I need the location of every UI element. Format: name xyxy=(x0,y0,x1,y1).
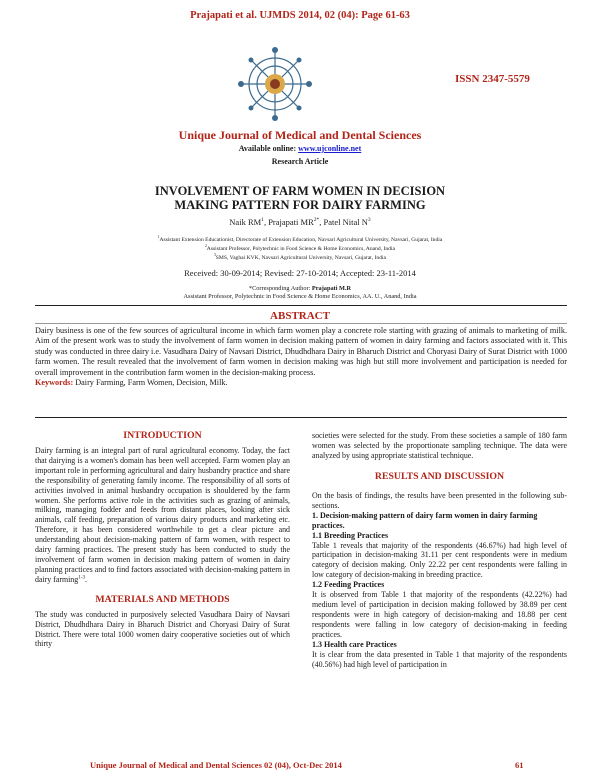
health-text: It is clear from the data presented in Table 1 that majority of the respondents (40.56%) had high level of participation in xyxy=(312,649,567,669)
corresponding-name: Prajapati M.R xyxy=(311,285,352,292)
affiliation-text: SMS, Vaghai KVK, Navsari Agricultural University, Navsari, Gujarat, India xyxy=(215,254,387,261)
journal-website-link[interactable]: www.ujconline.net xyxy=(298,144,362,153)
affiliation-text: Assistant Professor, Polytechnic in Food Science & Home Economics, Anand, India xyxy=(206,245,396,252)
available-online-label: Available online: xyxy=(238,144,297,153)
abstract-heading: ABSTRACT xyxy=(270,310,330,322)
author-sup: 2* xyxy=(313,217,320,224)
authors: Naik $RM^1$, Prajapati $MR^{2*}$, Patel Nital $N^3$ xyxy=(229,217,371,227)
abstract-body xyxy=(35,326,567,388)
methods-continued: societies were selected for the study. From these societies a sample of 180 farm women was selected by the proportionate sampling technique. The data were analyzed by using appropriate statistical technique. xyxy=(312,431,567,460)
health-heading: 1.3 Health care Practices xyxy=(312,639,397,649)
issn-label: ISSN 2347-5579 xyxy=(455,73,530,85)
title-line-1: INVOLVEMENT OF FARM WOMEN IN DECISION xyxy=(154,184,446,198)
corresponding-author xyxy=(0,285,600,301)
journal-logo xyxy=(235,44,315,124)
keywords-label: Keywords: xyxy=(35,378,74,388)
abstract-text: Dairy business is one of the few sources of agricultural income in which farm women play a concrete role starting with grazing of animals to marketing of milk. Aim of the present work was to study the involvement of farm women in decision making pattern of women in dairy farming and factors associated with it. This study was conducted in three dairy i.e. Vasudhara Dairy of Navsari District, Dhudhdhara Dairy in Bharuch District and Choryasi Dairy of Surat District with 1000 farm women. The result revealed that the involvement of farm women in decision making was high but still more involvement and participation is needed for overall improvement in the contribution farm women in the decision-making process. xyxy=(35,326,567,377)
intro-end: . xyxy=(85,574,87,584)
affiliation-text: Assistant Extension Educationist, Directorate of Extension Education, Navsari Agricultural University, Navsari, Gujarat, India xyxy=(159,237,443,243)
feeding-text: It is observed from Table 1 that majority of the respondents (42.22%) had medium level of participation in decision making followed by 38.89 per cent respondents were in high category of decision-making and 18.88 per cent respondents were falling in low category of decision-making in feeding practices. xyxy=(312,590,567,639)
journal-name: Unique Journal of Medical and Dental Sciences xyxy=(178,128,422,142)
intro-text: Dairy farming is an integral part of rural agricultural economy. Today, the fact that dairying is a women's domain has been well accepted. Farm women play an important role in performing agricultural and dairy husbandry practice and share the responsibility of generating family income. The responsibility of all sorts of activities involved in animal husbandry occupation is shouldered by the farm women. She performs active role in the activities such as grazing of animals, milking, managing fodder and feeds from distant places, looking after sick animals, calf feeding, preparation of various dairy products and marketing etc. Therefore, it has been considered worthwhile to get a clear picture and understanding about decision-making pattern of farm women, with respect to dairy farming practices. The present study has been conducted to study the involvement of farm women in decision making pattern of women in dairy planning practices and to find factors associated with decision-making pattern in dairy farming xyxy=(35,446,290,584)
affiliation-sup: 3 xyxy=(213,252,216,257)
results-heading: RESULTS AND DISCUSSION xyxy=(374,470,505,482)
author-name: Prajapati MR xyxy=(268,217,314,227)
methods-heading: MATERIALS AND METHODS xyxy=(95,593,230,605)
intro-ref: 1-3 xyxy=(78,574,86,581)
author-sup: 1 xyxy=(261,217,264,224)
author-name: Patel Nital N xyxy=(323,217,368,227)
intro-heading: INTRODUCTION xyxy=(123,430,202,441)
available-online xyxy=(0,144,600,153)
paper-title xyxy=(0,184,600,212)
methods-text: The study was conducted in purposively selected Vasudhara Dairy of Navsari District, Dhudhdhara Dairy in Bharuch District and Choryasi Dairy of Surat District. There were total 1000 women dairy cooperative societies out of which thirty xyxy=(35,609,290,649)
divider-top xyxy=(35,305,567,306)
breeding-text: Table 1 reveals that majority of the respondents (46.67%) had high level of participation in decision-making 31.11 per cent respondents were in medium category of decision making. Only 22.22 per cent respondents were falling in low category of decision-making in breeding practice. xyxy=(312,540,567,580)
corresponding-label: *Corresponding Author: xyxy=(248,285,311,292)
affiliation-sup: 2 xyxy=(204,243,207,248)
results-intro: On the basis of findings, the results have been presented in the following sub-sections. xyxy=(312,490,567,510)
author-sup: 3 xyxy=(367,217,371,224)
breeding-heading: 1.1 Breeding Practices xyxy=(312,530,389,540)
article-dates: Received: 30-09-2014; Revised: 27-10-2014; Accepted: 23-11-2014 xyxy=(184,268,416,278)
affiliation xyxy=(0,236,600,245)
keywords-text: Dairy Farming, Farm Women, Decision, Milk. xyxy=(75,378,228,388)
page-number: 61 xyxy=(515,760,524,770)
keywords xyxy=(35,378,567,388)
affiliation xyxy=(0,245,600,254)
author-name: Naik RM xyxy=(229,217,262,227)
corresponding-affil: Assistant Professor, Polytechnic in Food Science & Home Economics, AA. U., Anand, India xyxy=(183,293,417,301)
results-subheading: 1. Decision-making pattern of dairy farm women in dairy farming practices. xyxy=(312,510,538,530)
article-type: Research Article xyxy=(271,157,329,166)
affiliation xyxy=(0,254,600,263)
left-column xyxy=(35,430,290,649)
footer-journal: Unique Journal of Medical and Dental Sciences 02 (04), Oct-Dec 2014 xyxy=(90,760,342,770)
right-column xyxy=(312,431,567,670)
divider-bottom xyxy=(35,417,567,418)
intro-paragraph xyxy=(35,446,290,585)
affiliations xyxy=(0,236,600,262)
running-header: Prajapati et al. UJMDS 2014, 02 (04): Page 61-63 xyxy=(190,10,410,21)
feeding-heading: 1.2 Feeding Practices xyxy=(312,580,385,590)
affiliation-sup: 1 xyxy=(157,235,160,240)
divider-abstract xyxy=(35,323,567,324)
title-line-2: MAKING PATTERN FOR DAIRY FARMING xyxy=(174,198,426,212)
